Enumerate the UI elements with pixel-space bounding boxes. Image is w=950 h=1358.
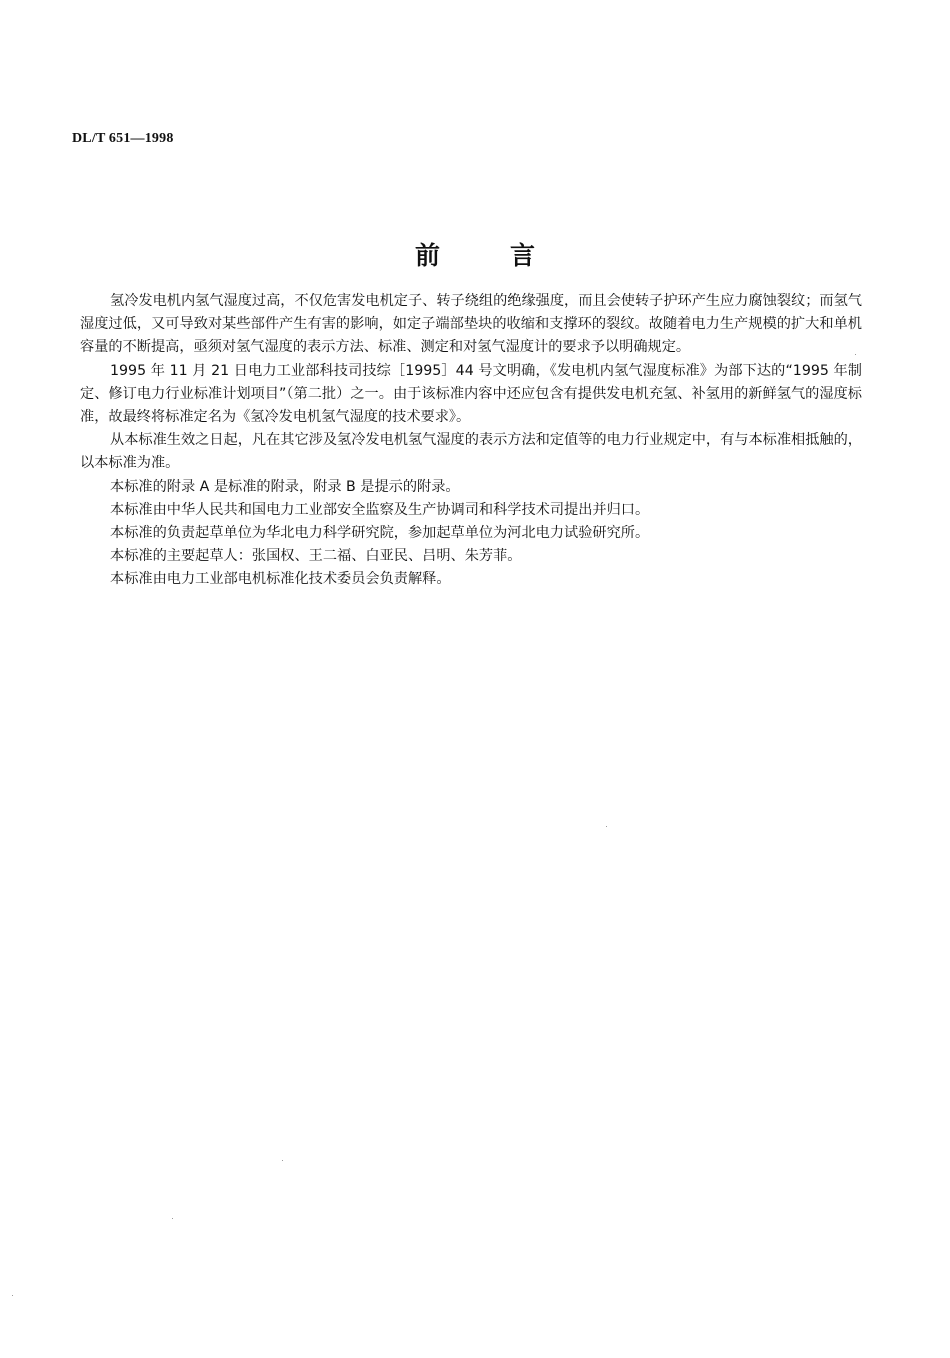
paragraph-3: 从本标准生效之日起，凡在其它涉及氢冷发电机氢气湿度的表示方法和定值等的电力行业规定中，有与本标准相抵触的，以本标准为准。 xyxy=(80,432,862,472)
scan-speck xyxy=(606,826,607,827)
standard-code: DL/T 651—1998 xyxy=(72,131,174,146)
paragraph-6: 本标准的负责起草单位为华北电力科学研究院，参加起草单位为河北电力试验研究所。 xyxy=(110,525,650,542)
preface-body xyxy=(80,290,862,592)
paragraph-7: 本标准的主要起草人：张国权、王二福、白亚民、吕明、朱芳菲。 xyxy=(110,548,522,565)
paragraph-1: 氢冷发电机内氢气湿度过高，不仅危害发电机定子、转子绕组的绝缘强度，而且会使转子护环产生应力腐蚀裂纹；而氢气湿度过低，又可导致对某些部件产生有害的影响，如定子端部垫块的收缩和支撑环的裂纹。故随着电力生产规模的扩大和单机容量的不断提高，亟须对氢气湿度的表示方法、标准、测定和对氢气湿度计的要求予以明确规定。 xyxy=(80,293,862,356)
scan-speck xyxy=(12,1295,13,1296)
paragraph-2: 1995 年 11 月 21 日电力工业部科技司技综［1995］44 号文明确，《发电机内氢气湿度标准》为部下达的“1995 年制定、修订电力行业标准计划项目”（第二批）之一。由于该标准内容中还应包含有提供发电机充氢、补氢用的新鲜氢气的湿度标准，故最终将标准定名为《氢冷发电机氢气湿度的技术要求》。 xyxy=(80,362,862,426)
paragraph-8: 本标准由电力工业部电机标准化技术委员会负责解释。 xyxy=(110,571,451,588)
page-title: 前言 xyxy=(414,241,605,270)
scan-speck xyxy=(855,354,856,355)
scan-speck xyxy=(172,1218,173,1219)
scan-speck xyxy=(282,1160,283,1161)
paragraph-4: 本标准的附录 A 是标准的附录，附录 B 是提示的附录。 xyxy=(110,478,460,495)
paragraph-5: 本标准由中华人民共和国电力工业部安全监察及生产协调司和科学技术司提出并归口。 xyxy=(110,501,650,518)
